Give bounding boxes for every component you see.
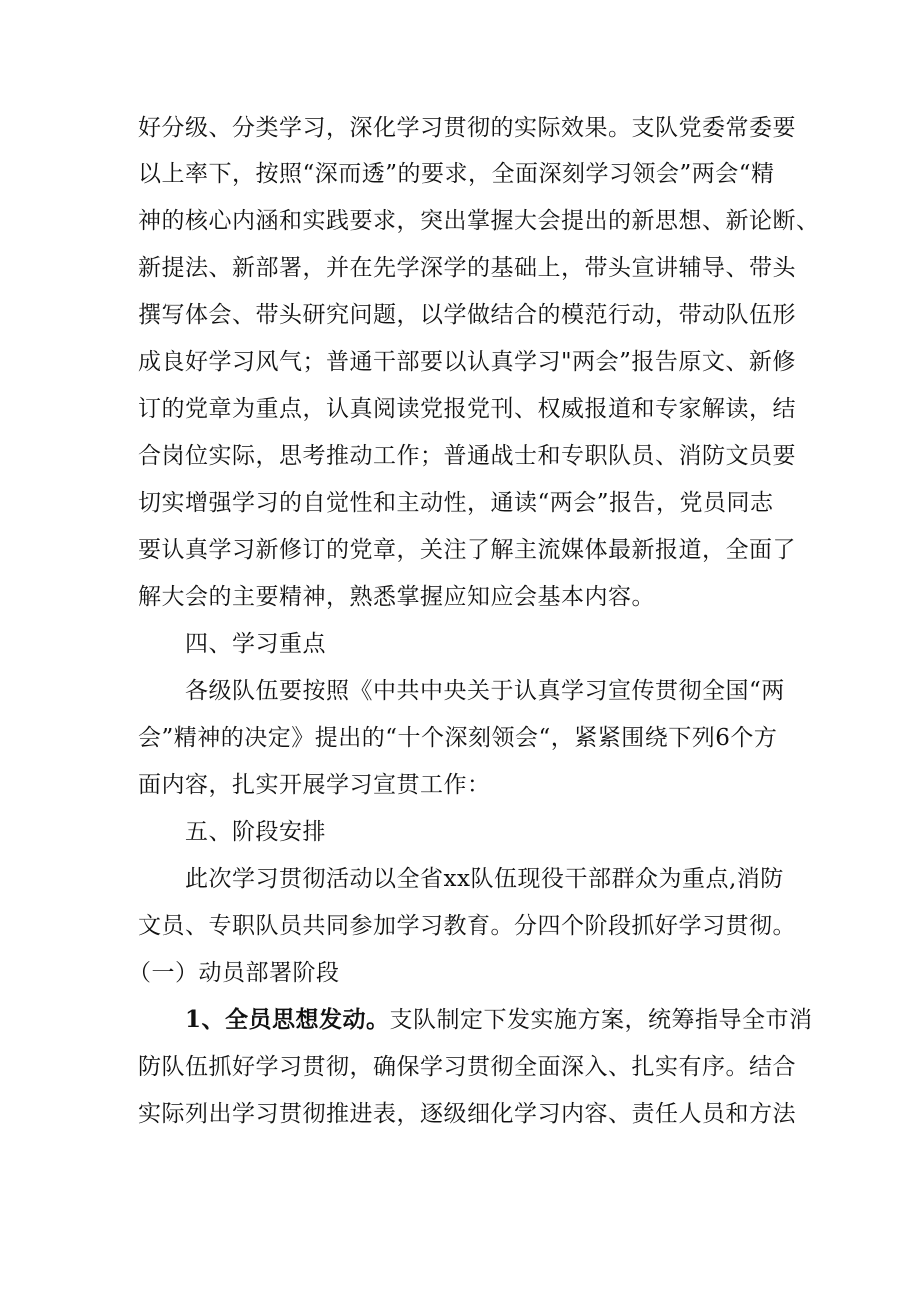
- paragraph-line: 面内容，扎实开展学习宣贯工作：: [138, 772, 491, 798]
- item-1-line: [185, 996, 813, 1044]
- paragraph-line: 神的核心内涵和实践要求，突出掌握大会提出的新思想、新论断、: [138, 208, 820, 234]
- section-heading-study-focus: 四、学习重点: [185, 631, 326, 657]
- paragraph-line: 各级队伍要按照《中共中央关于认真学习宣传贯彻全国“两: [185, 678, 785, 704]
- item-1-text: 支队制定下发实施方案，统筹指导全市消: [389, 1007, 813, 1033]
- paragraph-line: 订的党章为重点，认真阅读党报党刊、权威报道和专家解读，结: [138, 396, 796, 422]
- paragraph-line: 防队伍抓好学习贯彻，确保学习贯彻全面深入、扎实有序。结合: [138, 1054, 796, 1080]
- subsection-heading-mobilization: （一）动员部署阶段: [128, 960, 340, 986]
- paragraph-line: 此次学习贯彻活动以全省xx队伍现役干部群众为重点,消防: [185, 866, 784, 892]
- paragraph-line: 好分级、分类学习，深化学习贯彻的实际效果。支队党委常委要: [138, 115, 796, 141]
- paragraph-line: 新提法、新部署，并在先学深学的基础上，带头宣讲辅导、带头: [138, 255, 796, 281]
- paragraph-line: 撰写体会、带头研究问题，以学做结合的模范行动，带动队伍形: [138, 302, 796, 328]
- paragraph-line: 文员、专职队员共同参加学习教育。分四个阶段抓好学习贯彻。: [138, 913, 796, 939]
- item-1-heading: 1、全员思想发动。: [185, 1006, 390, 1033]
- paragraph-line: 会”精神的决定》提出的“十个深刻领会“，紧紧围绕下列6个方: [138, 725, 778, 751]
- paragraph-line: 成良好学习风气；普通干部要以认真学习"两会”报告原文、新修: [138, 349, 796, 375]
- paragraph-line: 要认真学习新修订的党章，关注了解主流媒体最新报道，全面了: [138, 537, 796, 563]
- paragraph-line: 以上率下，按照“深而透”的要求，全面深刻学习领会”两会“精: [138, 161, 775, 187]
- paragraph-line: 实际列出学习贯彻推进表，逐级细化学习内容、责任人员和方法: [138, 1101, 796, 1127]
- paragraph-line: 切实增强学习的自觉性和主动性，通读“两会”报告，党员同志: [138, 490, 774, 516]
- section-heading-stage-arrangement: 五、阶段安排: [185, 819, 326, 845]
- paragraph-line: 解大会的主要精神，熟悉掌握应知应会基本内容。: [138, 584, 655, 610]
- paragraph-line: 合岗位实际，思考推动工作；普通战士和专职队员、消防文员要: [138, 443, 796, 469]
